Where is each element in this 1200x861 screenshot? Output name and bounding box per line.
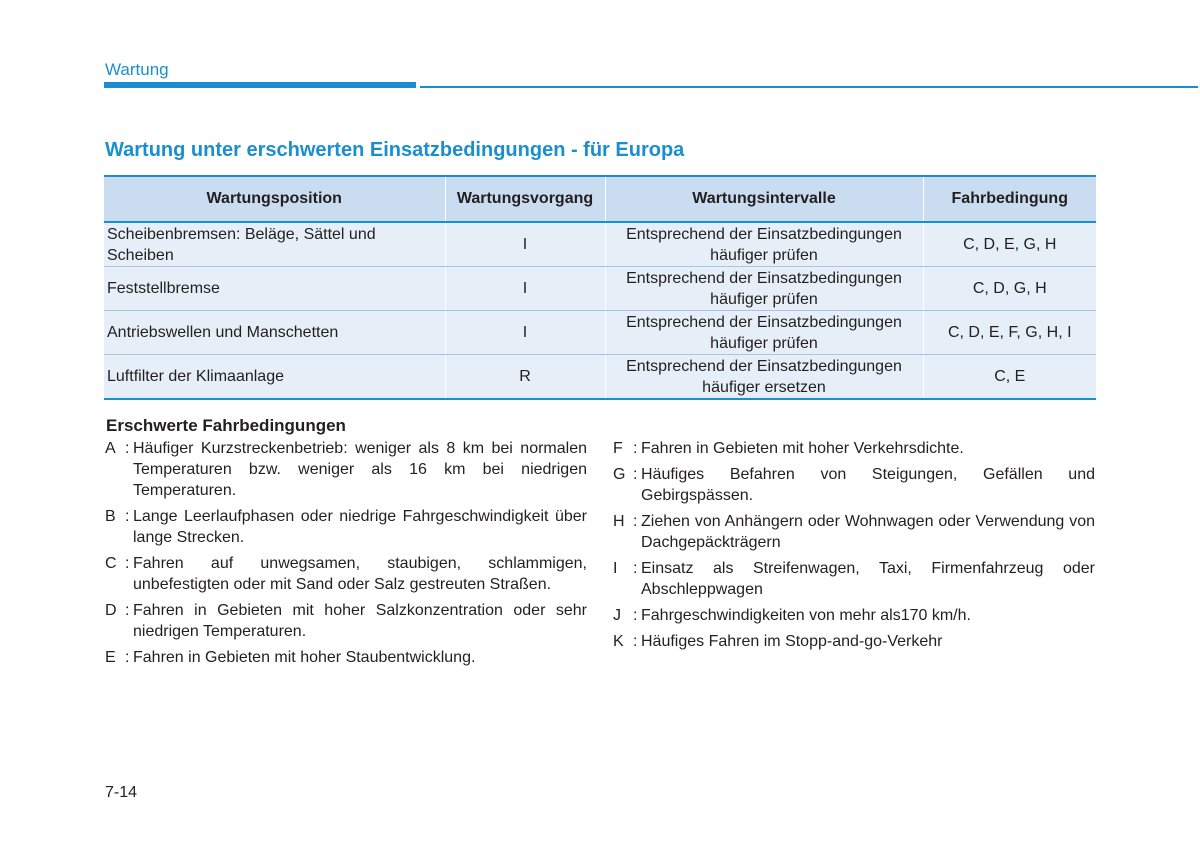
table-cell: Scheibenbremsen: Beläge, Sättel und Scheiben <box>104 222 445 267</box>
condition-text: Lange Leerlaufphasen oder niedrige Fahrgeschwindigkeit über lange Strecken. <box>133 508 587 546</box>
table-cell: Entsprechend der Einsatzbedingungen häufiger prüfen <box>605 222 923 267</box>
column-header: Wartungsvorgang <box>445 176 605 222</box>
conditions-heading: Erschwerte Fahrbedingungen <box>106 416 346 435</box>
table-cell: Entsprechend der Einsatzbedingungen häufiger ersetzen <box>605 355 923 400</box>
condition-letter: A <box>105 440 116 457</box>
condition-item: I : Einsatz als Streifenwagen, Taxi, Firmenfahrzeug oder Abschleppwagen <box>613 560 1095 598</box>
conditions-list-right <box>613 438 1095 657</box>
header-rule-thick <box>104 82 416 88</box>
table-cell: Antriebswellen und Manschetten <box>104 311 445 355</box>
condition-item: K : Häufiges Fahren im Stopp-and-go-Verkehr <box>613 631 1095 652</box>
condition-text: Fahren in Gebieten mit hoher Staubentwicklung. <box>133 649 476 666</box>
table-cell: Feststellbremse <box>104 267 445 311</box>
condition-item: G : Häufiges Befahren von Steigungen, Gefällen und Gebirgspässen. <box>613 466 1095 504</box>
table-cell: Entsprechend der Einsatzbedingungen häufiger prüfen <box>605 311 923 355</box>
table-cell: C, D, G, H <box>923 267 1096 311</box>
condition-letter: G <box>613 466 626 483</box>
table-cell: C, E <box>923 355 1096 400</box>
condition-item: C : Fahren auf unwegsamen, staubigen, schlammigen, unbefestigten oder mit Sand oder Salz gestreuten Straßen. <box>105 555 587 593</box>
condition-letter: I <box>613 560 618 577</box>
condition-letter: J <box>613 607 621 624</box>
table-cell: R <box>445 355 605 400</box>
condition-letter: K <box>613 633 624 650</box>
condition-item: H : Ziehen von Anhängern oder Wohnwagen oder Verwendung von Dachgepäckträgern <box>613 513 1095 551</box>
header-rule-thin <box>420 86 1198 88</box>
condition-letter: C <box>105 555 117 572</box>
table-row <box>104 355 1096 400</box>
condition-text: Häufiger Kurzstreckenbetrieb: weniger als 8 km bei normalen Temperaturen bzw. weniger als 16 km bei niedrigen Temperaturen. <box>133 440 587 499</box>
table-row <box>104 267 1096 311</box>
column-header: Wartungsposition <box>104 176 445 222</box>
condition-item: A : Häufiger Kurzstreckenbetrieb: weniger als 8 km bei normalen Temperaturen bzw. weniger als 16 km bei niedrigen Temperaturen. <box>105 440 587 499</box>
table-cell: I <box>445 267 605 311</box>
condition-text: Fahren in Gebieten mit hoher Verkehrsdichte. <box>641 440 964 457</box>
table-cell: I <box>445 311 605 355</box>
condition-letter: F <box>613 440 623 457</box>
page-title: Wartung unter erschwerten Einsatzbedingungen - für Europa <box>105 139 685 161</box>
condition-text: Fahren in Gebieten mit hoher Salzkonzentration oder sehr niedrigen Temperaturen. <box>133 602 587 640</box>
column-header: Fahrbedingung <box>923 176 1096 222</box>
condition-text: Häufiges Fahren im Stopp-and-go-Verkehr <box>641 633 943 650</box>
condition-item: D : Fahren in Gebieten mit hoher Salzkonzentration oder sehr niedrigen Temperaturen. <box>105 602 587 640</box>
condition-text: Fahren auf unwegsamen, staubigen, schlammigen, unbefestigten oder mit Sand oder Salz gestreuten Straßen. <box>133 555 587 593</box>
condition-item: B : Lange Leerlaufphasen oder niedrige Fahrgeschwindigkeit über lange Strecken. <box>105 508 587 546</box>
conditions-list-left <box>105 438 587 673</box>
condition-text: Häufiges Befahren von Steigungen, Gefällen und Gebirgspässen. <box>641 466 1095 504</box>
condition-text: Ziehen von Anhängern oder Wohnwagen oder Verwendung von Dachgepäckträgern <box>641 513 1095 551</box>
column-header: Wartungsintervalle <box>605 176 923 222</box>
table-cell: Entsprechend der Einsatzbedingungen häufiger prüfen <box>605 267 923 311</box>
condition-item: J : Fahrgeschwindigkeiten von mehr als170 km/h. <box>613 605 1095 626</box>
table-cell: I <box>445 222 605 267</box>
maintenance-table <box>104 175 1096 400</box>
condition-letter: H <box>613 513 625 530</box>
table-header-row <box>104 176 1096 222</box>
table-cell: C, D, E, G, H <box>923 222 1096 267</box>
condition-text: Einsatz als Streifenwagen, Taxi, Firmenfahrzeug oder Abschleppwagen <box>641 560 1095 598</box>
table-row <box>104 311 1096 355</box>
condition-letter: B <box>105 508 116 525</box>
condition-item: F : Fahren in Gebieten mit hoher Verkehrsdichte. <box>613 438 1095 459</box>
table-row <box>104 222 1096 267</box>
table-cell: Luftfilter der Klimaanlage <box>104 355 445 400</box>
condition-text: Fahrgeschwindigkeiten von mehr als170 km/h. <box>641 607 971 624</box>
section-label: Wartung <box>105 60 169 79</box>
condition-item: E : Fahren in Gebieten mit hoher Staubentwicklung. <box>105 647 587 668</box>
table-cell: C, D, E, F, G, H, I <box>923 311 1096 355</box>
page-number: 7-14 <box>105 784 138 801</box>
condition-letter: E <box>105 649 116 666</box>
condition-letter: D <box>105 602 117 619</box>
